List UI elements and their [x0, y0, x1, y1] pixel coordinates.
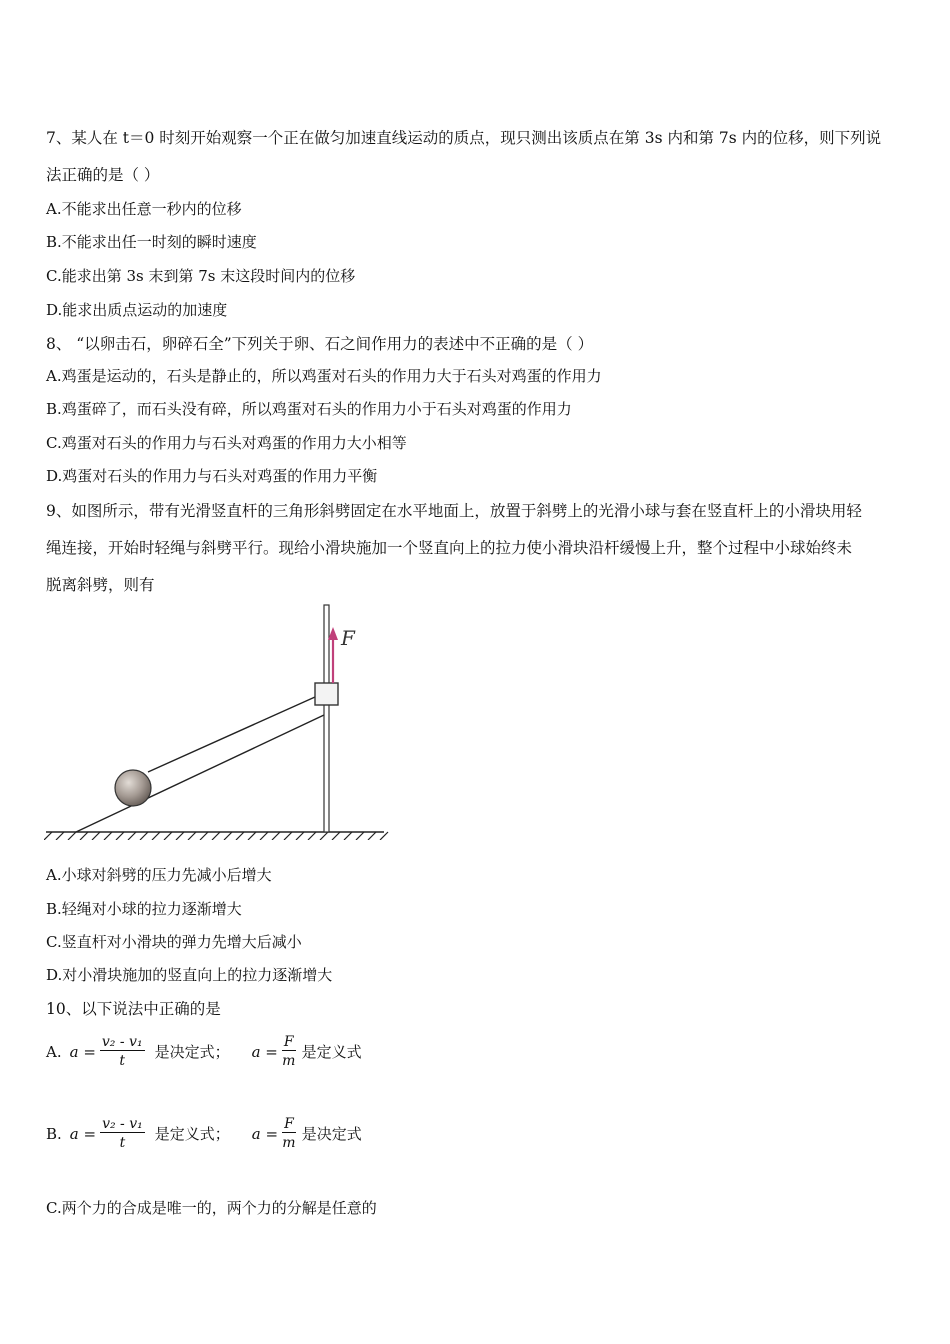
option-label: B. — [46, 1124, 62, 1143]
q9-option-a: A.小球对斜劈的压力先减小后增大 — [46, 866, 272, 884]
fraction-denominator: m — [282, 1053, 296, 1069]
q8-option-c: C.鸡蛋对石头的作用力与石头对鸡蛋的作用力大小相等 — [46, 434, 407, 452]
slider-block — [315, 683, 338, 705]
q9-option-c: C.竖直杆对小滑块的弹力先增大后减小 — [46, 933, 302, 951]
q10-stem: 10、以下说法中正确的是 — [46, 1000, 221, 1018]
q8-option-a: A.鸡蛋是运动的，石头是静止的，所以鸡蛋对石头的作用力大于石头对鸡蛋的作用力 — [46, 367, 602, 385]
fraction-numerator: F — [284, 1116, 294, 1132]
fraction-denominator: m — [282, 1135, 296, 1151]
q9-stem-line2: 绳连接，开始时轻绳与斜劈平行。现给小滑块施加一个竖直向上的拉力使小滑块沿杆缓慢上升，整个过程中小球始终未 — [46, 539, 853, 557]
q7-stem-line1: 7、某人在 t＝0 时刻开始观察一个正在做匀加速直线运动的质点，现只测出该质点在第 3s 内和第 7s 内的位移，则下列说 — [46, 129, 882, 147]
q8-option-d: D.鸡蛋对石头的作用力与石头对鸡蛋的作用力平衡 — [46, 467, 378, 485]
formula-lhs: a = — [69, 1124, 97, 1143]
fraction-denominator: t — [119, 1053, 126, 1069]
fraction-numerator: F — [283, 1034, 294, 1050]
incline-surface — [76, 715, 324, 832]
force-fraction — [282, 1116, 296, 1151]
vertical-rod — [324, 605, 329, 832]
q7-option-d: D.能求出质点运动的加速度 — [46, 301, 228, 319]
rope — [148, 697, 315, 772]
formula-lhs-2: a = — [251, 1124, 279, 1143]
q9-option-b: B.轻绳对小球的拉力逐渐增大 — [46, 900, 242, 918]
formula-lhs: a = — [69, 1042, 96, 1061]
formula-lhs-2: a = — [251, 1042, 278, 1061]
fraction-numerator: v₂ - v₁ — [101, 1034, 143, 1050]
q7-stem-line2: 法正确的是（ ） — [46, 166, 160, 184]
force-label: F — [341, 626, 355, 650]
fraction-denominator: t — [119, 1135, 126, 1151]
q7-option-b: B.不能求出任一时刻的瞬时速度 — [46, 233, 257, 251]
q9-stem-line3: 脱离斜劈，则有 — [46, 576, 155, 594]
incline-diagram — [44, 603, 389, 840]
formula-desc: 是决定式； — [154, 1043, 230, 1061]
formula-desc: 是定义式； — [154, 1125, 230, 1143]
acceleration-fraction — [100, 1034, 145, 1069]
ground-hatch — [44, 832, 388, 840]
ball — [115, 770, 151, 806]
q8-stem: 8、 “以卵击石，卵碎石全”下列关于卵、石之间作用力的表述中不正确的是（ ） — [46, 335, 594, 353]
formula-desc-2: 是定义式 — [301, 1043, 362, 1061]
q7-option-c: C.能求出第 3s 末到第 7s 末这段时间内的位移 — [46, 267, 356, 285]
q10-option-b — [46, 1116, 362, 1151]
fraction-numerator: v₂ - v₁ — [102, 1116, 143, 1132]
option-label: A. — [46, 1042, 62, 1061]
q7-option-a: A.不能求出任意一秒内的位移 — [46, 200, 242, 218]
q9-option-d: D.对小滑块施加的竖直向上的拉力逐渐增大 — [46, 966, 333, 984]
q8-option-b: B.鸡蛋碎了，而石头没有碎，所以鸡蛋对石头的作用力小于石头对鸡蛋的作用力 — [46, 400, 572, 418]
acceleration-fraction — [100, 1116, 145, 1151]
q9-stem-line1: 9、如图所示，带有光滑竖直杆的三角形斜劈固定在水平地面上，放置于斜劈上的光滑小球与套在竖直杆上的小滑块用轻 — [46, 502, 862, 520]
formula-desc-2: 是决定式 — [301, 1125, 362, 1143]
q10-option-a — [46, 1034, 362, 1069]
force-fraction — [282, 1034, 296, 1069]
q10-option-c: C.两个力的合成是唯一的，两个力的分解是任意的 — [46, 1199, 377, 1217]
